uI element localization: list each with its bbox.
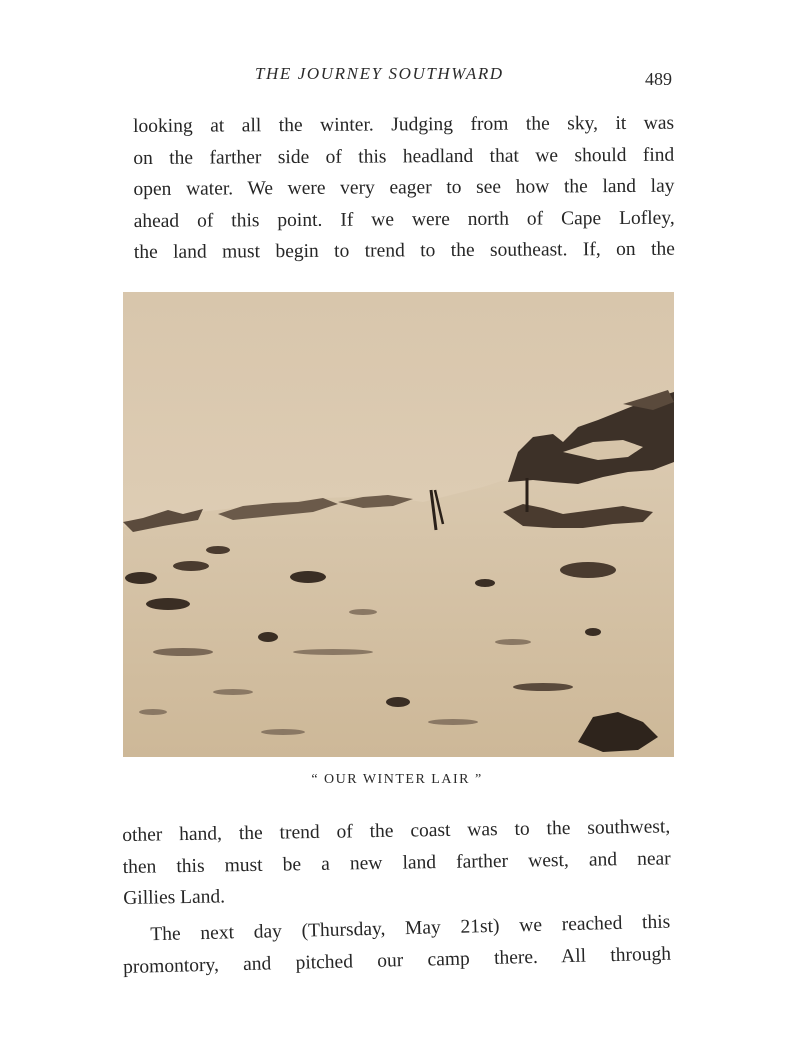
running-header xyxy=(0,64,800,90)
text-line: Gillies Land. xyxy=(123,886,226,909)
running-title: THE JOURNEY SOUTHWARD xyxy=(255,64,504,83)
text-line: other hand, the trend of the coast was to the southwest, xyxy=(122,816,671,846)
text-line: promontory, and pitched our camp there. All through xyxy=(122,943,672,978)
paragraph-top xyxy=(133,108,675,269)
text-line: looking at all the winter. Judging from the sky, it was xyxy=(133,112,675,137)
photograph-plate xyxy=(123,292,674,757)
text-line: The next day (Thursday, May 21st) we reached this xyxy=(150,911,671,946)
paragraph-next xyxy=(122,907,671,983)
page-number: 489 xyxy=(645,69,672,89)
text-line: open water. We were very eager to see how the land lay xyxy=(133,175,675,200)
plate-caption: “ OUR WINTER LAIR ” xyxy=(311,772,483,787)
text-line: the land must begin to trend to the southeast. If, on the xyxy=(133,238,675,263)
text-line: then this must be a new land farther west, and near xyxy=(122,847,671,878)
text-line: ahead of this point. If we were north of Cape Lofley, xyxy=(133,207,675,232)
snowy-headland-photo xyxy=(123,292,674,757)
text-line: on the farther side of this headland that we should find xyxy=(133,144,675,169)
paragraph-continued xyxy=(122,811,671,914)
